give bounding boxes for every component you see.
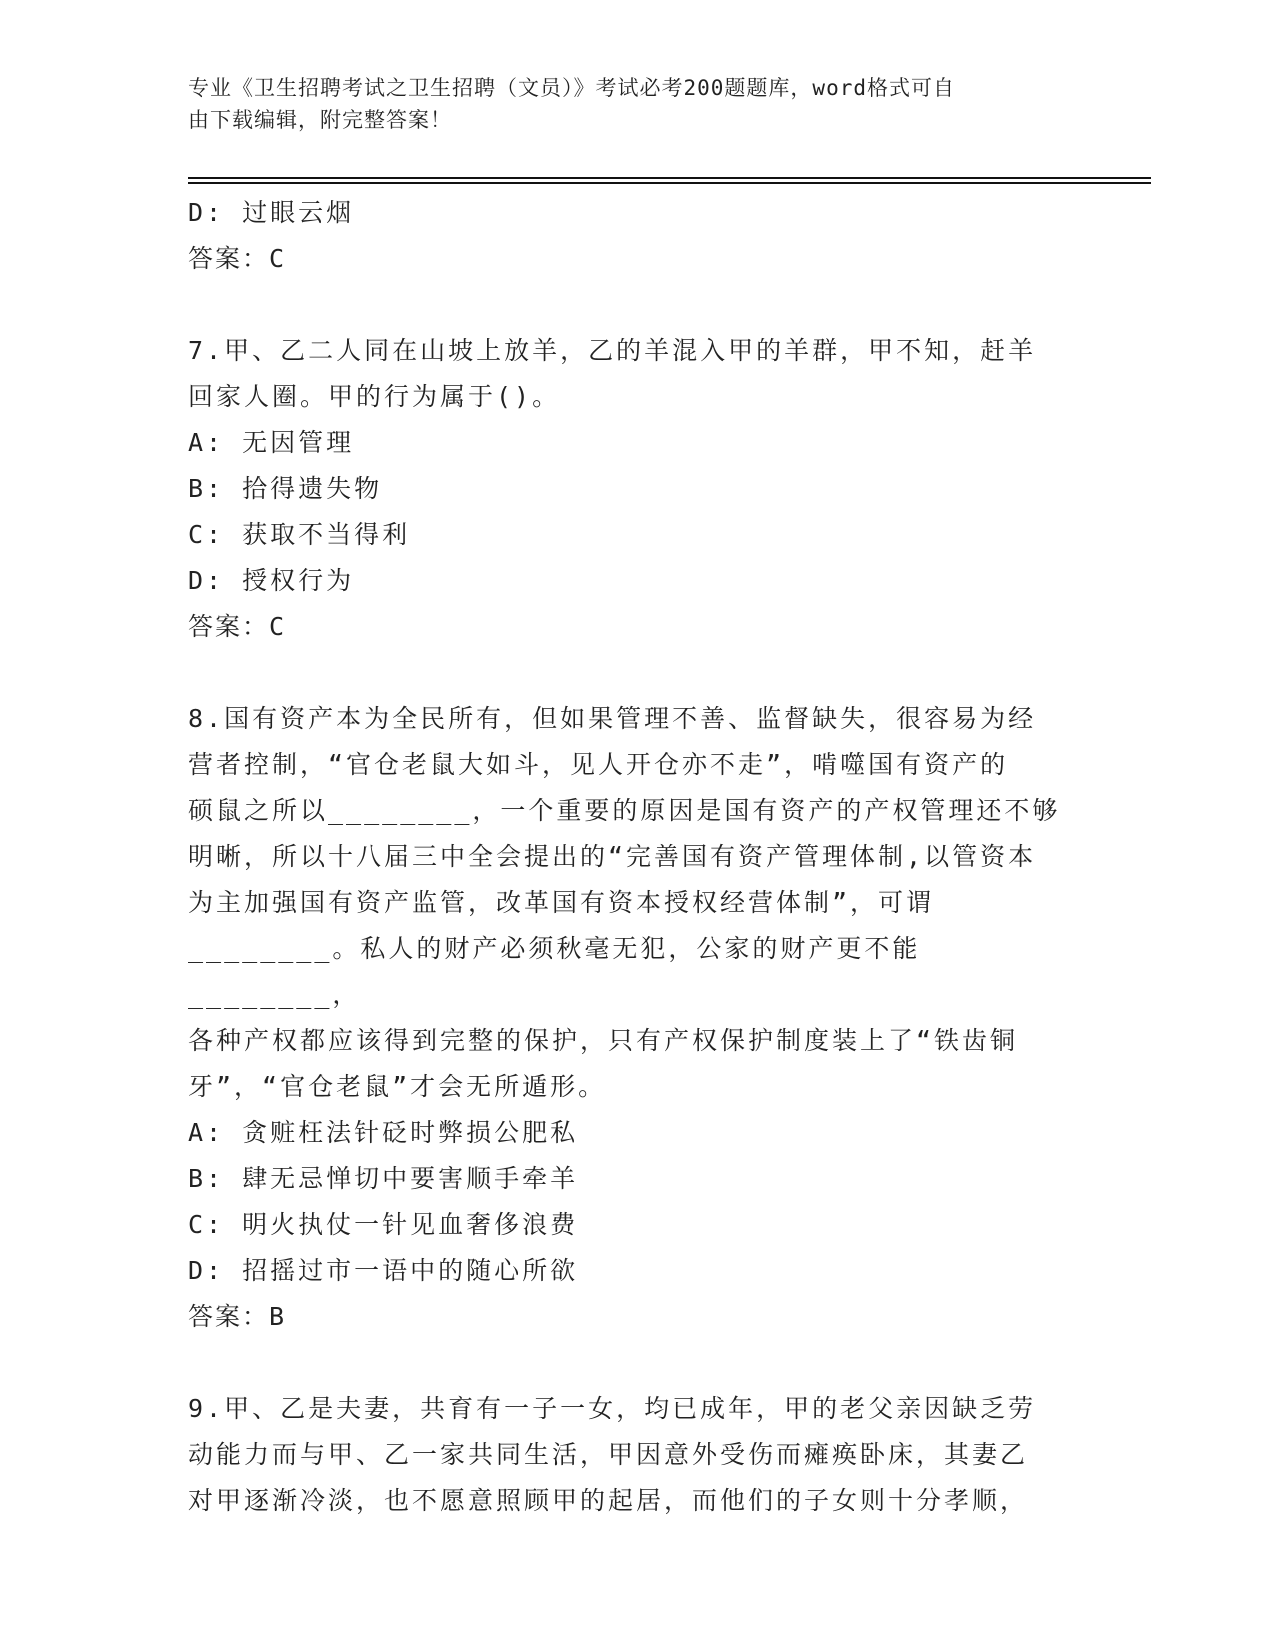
option-a: A: 贪赃枉法针砭时弊损公肥私 bbox=[188, 1118, 579, 1147]
question-text-line: 牙”，“官仓老鼠”才会无所遁形。 bbox=[188, 1072, 607, 1101]
option-d: D: 招摇过市一语中的随心所欲 bbox=[188, 1256, 579, 1285]
answer-line: 答案：C bbox=[188, 612, 287, 641]
page-header bbox=[188, 72, 1088, 136]
question-text-line: 营者控制，“官仓老鼠大如斗，见人开仓亦不走”，啃噬国有资产的 bbox=[188, 750, 1009, 779]
option-d: D: 过眼云烟 bbox=[188, 198, 355, 227]
question-text-line: 硕鼠之所以________，一个重要的原因是国有资产的产权管理还不够 bbox=[188, 796, 1061, 825]
option-c: C: 明火执仗一针见血奢侈浪费 bbox=[188, 1210, 579, 1239]
header-divider-bottom bbox=[188, 182, 1151, 184]
option-c: C: 获取不当得利 bbox=[188, 520, 411, 549]
option-b: B: 拾得遗失物 bbox=[188, 474, 383, 503]
option-d: D: 授权行为 bbox=[188, 566, 355, 595]
question-text-line: 为主加强国有资产监管，改革国有资本授权经营体制”，可谓 bbox=[188, 888, 935, 917]
question-text-line: ________。私人的财产必须秋毫无犯，公家的财产更不能________， bbox=[188, 934, 921, 1009]
question-text-line: 各种产权都应该得到完整的保护，只有产权保护制度装上了“铁齿铜 bbox=[188, 1026, 1019, 1055]
option-a: A: 无因管理 bbox=[188, 428, 355, 457]
answer-line: 答案：B bbox=[188, 1302, 287, 1331]
question-text-line: 回家人圈。甲的行为属于()。 bbox=[188, 382, 561, 411]
option-b: B: 肆无忌惮切中要害顺手牵羊 bbox=[188, 1164, 579, 1193]
question-8 bbox=[188, 696, 1088, 1340]
question-7 bbox=[188, 328, 1088, 650]
question-text-line: 8.国有资产本为全民所有，但如果管理不善、监督缺失，很容易为经 bbox=[188, 704, 1037, 733]
question-text-line: 动能力而与甲、乙一家共同生活，甲因意外受伤而瘫痪卧床，其妻乙 bbox=[188, 1440, 1029, 1469]
header-line-1: 专业《卫生招聘考试之卫生招聘（文员）》考试必考200题题库，word格式可自 bbox=[188, 76, 955, 100]
spacer bbox=[188, 650, 1088, 696]
question-text-line: 7.甲、乙二人同在山坡上放羊，乙的羊混入甲的羊群，甲不知，赶羊 bbox=[188, 336, 1037, 365]
answer-line: 答案：C bbox=[188, 244, 287, 273]
question-text-line: 对甲逐渐冷淡，也不愿意照顾甲的起居，而他们的子女则十分孝顺， bbox=[188, 1486, 1029, 1515]
question-text-line: 明晰，所以十八届三中全会提出的“完善国有资产管理体制,以管资本 bbox=[188, 842, 1037, 871]
header-divider-top bbox=[188, 177, 1151, 179]
question-text-line: 9.甲、乙是夫妻，共育有一子一女，均已成年，甲的老父亲因缺乏劳 bbox=[188, 1394, 1037, 1423]
spacer bbox=[188, 282, 1088, 328]
question-9 bbox=[188, 1386, 1088, 1524]
header-line-2: 由下载编辑，附完整答案！ bbox=[188, 108, 452, 132]
document-body bbox=[188, 190, 1088, 1524]
spacer bbox=[188, 1340, 1088, 1386]
